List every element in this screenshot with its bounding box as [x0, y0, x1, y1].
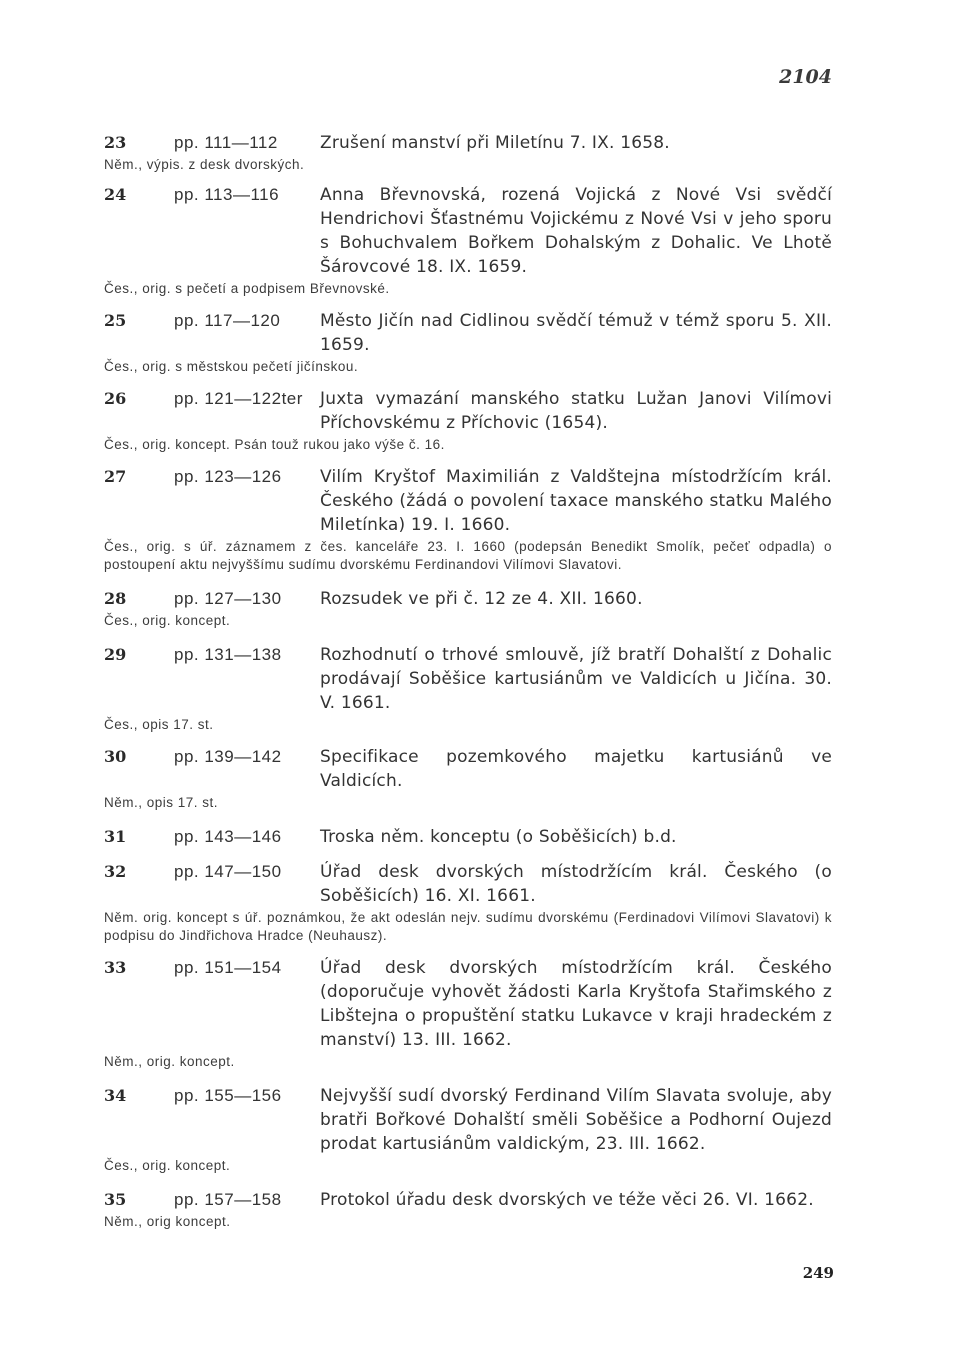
entry-pages: pp. 127—130 — [174, 589, 282, 608]
page-number: 249 — [802, 1264, 834, 1282]
entry — [104, 183, 832, 298]
entry-pages: pp. 143—146 — [174, 827, 282, 846]
entry-pages: pp. 111—112 — [174, 133, 278, 152]
entry — [104, 956, 832, 1071]
entry-note: Čes., orig. s městskou pečetí jičínskou. — [104, 359, 359, 374]
entry-title: Nejvyšší sudí dvorský Ferdinand Vilím Slavata svoluje, aby bratři Bořkové Dohalští směli Soběšice a Podhorní Oujezd prodat kartusiánům valdickým, 23. III. 1662. — [320, 1086, 832, 1154]
entry-title: Juxta vymazání manského statku Lužan Janovi Vilímovi Příchovskému z Příchovic (1654). — [320, 389, 832, 433]
entry-pages: pp. 139—142 — [174, 747, 282, 766]
entry — [104, 387, 832, 454]
entry-pages: pp. 151—154 — [174, 958, 282, 977]
entry-note: Něm., orig koncept. — [104, 1214, 231, 1229]
entry-note: Něm. orig. koncept s úř. poznámkou, že akt odeslán nejv. sudímu dvorskému (Ferdinadovi Vilímovi Slavatovi) k podpisu do Jindřichova Hradce (Neuhausz). — [104, 910, 832, 943]
entry-note: Čes., orig. koncept. — [104, 613, 231, 628]
entry-pages: pp. 123—126 — [174, 467, 282, 486]
entry-pages: pp. 117—120 — [174, 311, 281, 330]
entry-number: 26 — [104, 389, 127, 408]
entry-title: Město Jičín nad Cidlinou svědčí témuž v témž sporu 5. XII. 1659. — [320, 311, 832, 355]
entry-note: Čes., orig. koncept. Psán touž rukou jako výše č. 16. — [104, 437, 445, 452]
entry-number: 27 — [104, 467, 127, 486]
entry-number: 32 — [104, 862, 127, 881]
entry-note: Čes., orig. koncept. — [104, 1158, 231, 1173]
entry-title: Úřad desk dvorských místodržícím král. Českého (doporučuje vyhovět žádosti Karla Kryštofa Stařimského z Libštejna o propuštění statku Lukavce v kraji hradeckém z manství) 13. III. 1662. — [320, 958, 832, 1050]
entry-title: Specifikace pozemkového majetku kartusiánů ve Valdicích. — [320, 747, 832, 791]
entry-number: 35 — [104, 1190, 127, 1209]
entry-number: 29 — [104, 645, 127, 664]
entry — [104, 1084, 832, 1175]
entry-title: Anna Břevnovská, rozená Vojická z Nové Vsi svědčí Hendrichovi Šťastnému Vojickému z Nové Vsi v jeho sporu s Bohuchvalem Bořkem Dohalským z Dohalic. Ve Lhotě Šárovcové 18. IX. 1659. — [320, 185, 832, 277]
entry-number: 33 — [104, 958, 127, 977]
entry-pages: pp. 113—116 — [174, 185, 280, 204]
entry — [104, 131, 832, 174]
entry-title: Zrušení manství při Miletínu 7. IX. 1658. — [320, 133, 670, 153]
entry-number: 31 — [104, 827, 127, 846]
entry-title: Úřad desk dvorských místodržícím král. Českého (o Soběšicích) 16. XI. 1661. — [320, 862, 832, 906]
entry-pages: pp. 131—138 — [174, 645, 282, 664]
entry-title: Rozsudek ve při č. 12 ze 4. XII. 1660. — [320, 589, 643, 609]
entry-number: 23 — [104, 133, 127, 152]
entry — [104, 1188, 832, 1231]
entry-number: 34 — [104, 1086, 127, 1105]
entry — [104, 825, 832, 849]
entry-pages: pp. 155—156 — [174, 1086, 282, 1105]
entry — [104, 745, 832, 812]
entry-pages: pp. 147—150 — [174, 862, 282, 881]
entry-title: Troska něm. konceptu (o Soběšicích) b.d. — [320, 827, 677, 847]
entry-note: Čes., orig. s pečetí a podpisem Břevnovské. — [104, 281, 390, 296]
entry-note: Čes., orig. s úř. záznamem z čes. kanceláře 23. I. 1660 (podepsán Benedikt Smolík, pečeť odpadla) o postoupení aktu nejvyššímu sudímu dvorskému Ferdinandovi Vilímovi Slavatovi. — [104, 539, 832, 572]
entry-title: Rozhodnutí o trhové smlouvě, jíž bratří Dohalští z Dohalic prodávají Soběšice kartusiánům ve Valdicích u Jičína. 30. V. 1661. — [320, 645, 832, 713]
entry-title: Vilím Kryštof Maximilián z Valdštejna místodržícím král. Českého (žádá o povolení taxace manského statku Malého Miletínka) 19. I. 1660. — [320, 467, 832, 535]
entry-note: Čes., opis 17. st. — [104, 717, 214, 732]
entry-note: Něm., opis 17. st. — [104, 795, 219, 810]
entry-note: Něm., orig. koncept. — [104, 1054, 235, 1069]
entry-pages: pp. 121—122ter — [174, 389, 303, 408]
entry-number: 25 — [104, 311, 127, 330]
entry — [104, 587, 832, 630]
entry-title: Protokol úřadu desk dvorských ve téže věci 26. VI. 1662. — [320, 1190, 814, 1210]
entry-note: Něm., výpis. z desk dvorských. — [104, 157, 305, 172]
entry — [104, 465, 832, 574]
entry-number: 30 — [104, 747, 127, 766]
entry-number: 28 — [104, 589, 127, 608]
shelf-mark: 2104 — [779, 66, 832, 88]
entry — [104, 309, 832, 376]
entry-list — [104, 131, 832, 1231]
entry — [104, 643, 832, 734]
entry-number: 24 — [104, 185, 127, 204]
entry-pages: pp. 157—158 — [174, 1190, 282, 1209]
entry — [104, 860, 832, 945]
